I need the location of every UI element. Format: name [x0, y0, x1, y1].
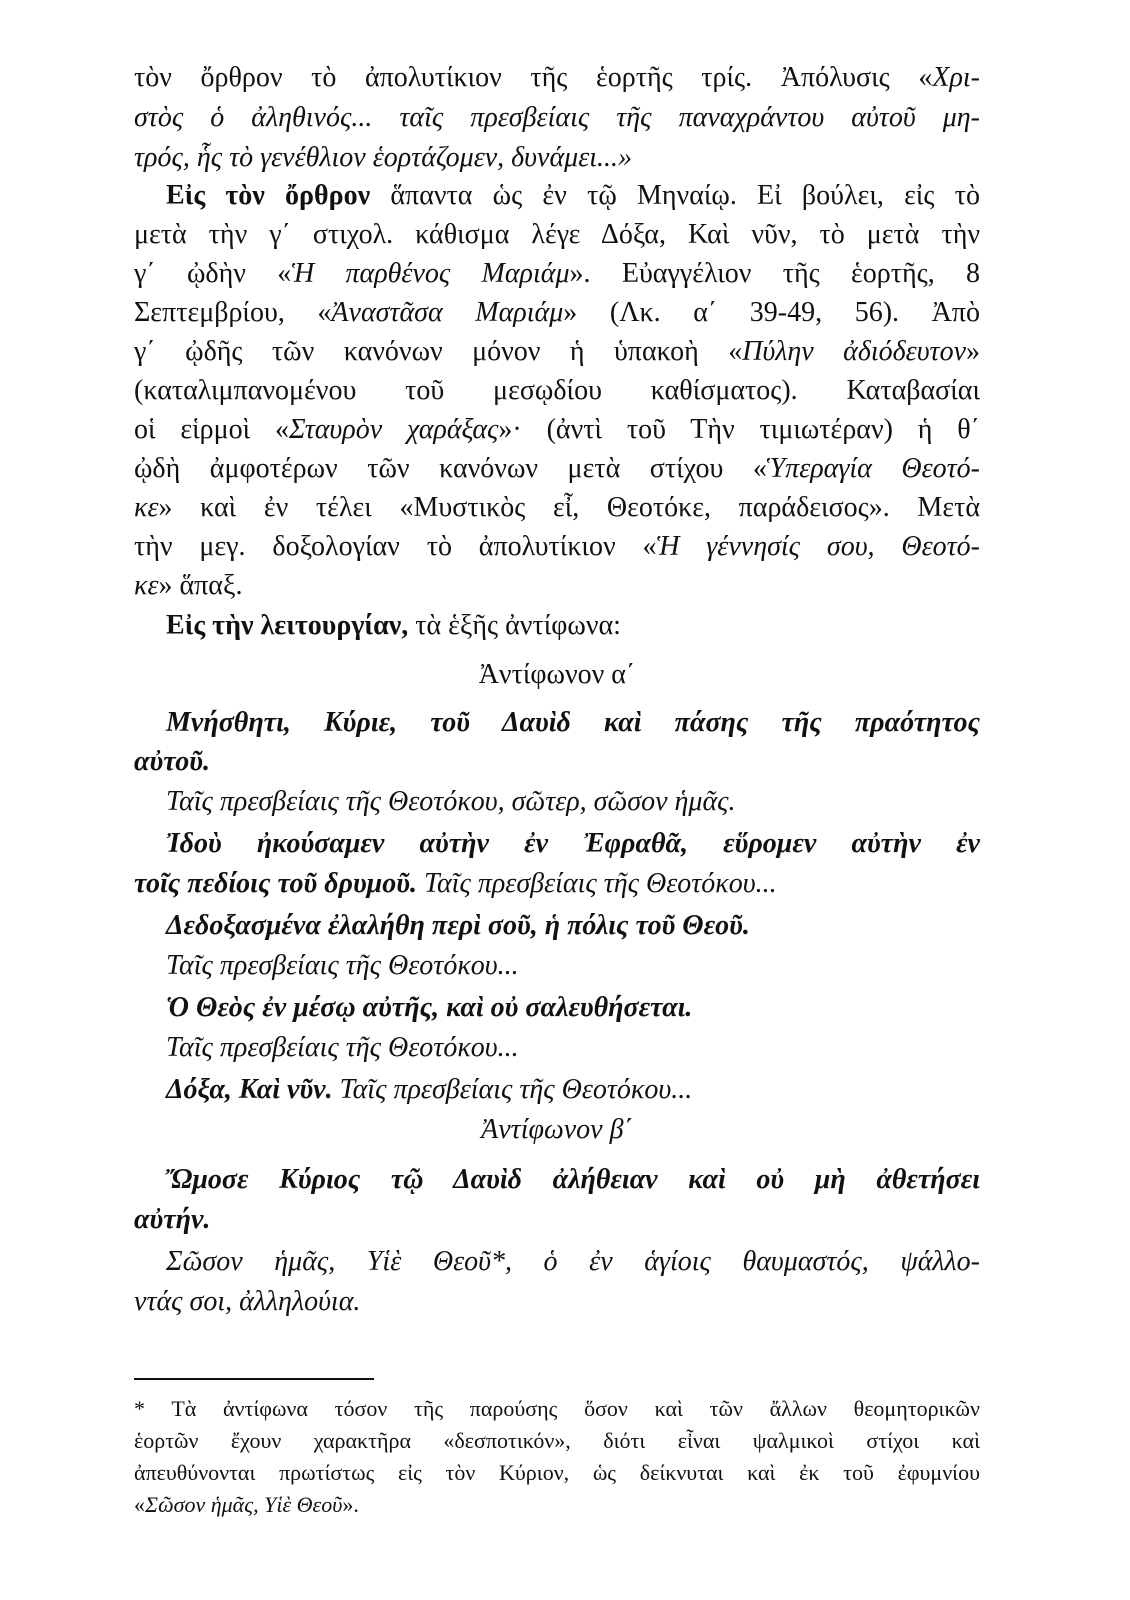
- text-line-14: [134, 568, 242, 604]
- text-line-8: [134, 334, 980, 370]
- text-run-italic: Σταυρὸν χαράξας: [289, 414, 499, 445]
- refrain-line: Ταῖς πρεσβείαις τῆς Θεοτόκου, σῶτερ, σῶσον ἡμᾶς.: [166, 786, 736, 817]
- text-line-1: [134, 60, 980, 96]
- text-run: Ταῖς πρεσβείαις τῆς Θεοτόκου...: [332, 1074, 693, 1105]
- text-run-italic: Ἡ παρθένος Μαριάμ: [291, 258, 570, 289]
- refrain-line: ντάς σοι, ἀλληλούια.: [134, 1286, 361, 1317]
- text-run-italic: Σῶσον ἡμᾶς, Υἱὲ Θεοῦ: [145, 1492, 343, 1517]
- refrain-line: Ταῖς πρεσβείαις τῆς Θεοτόκου...: [166, 950, 519, 981]
- text-line-11: [134, 451, 980, 487]
- verse-line: Δεδοξασμένα ἐλαλήθη περὶ σοῦ, ἡ πόλις τοῦ Θεοῦ.: [166, 910, 750, 941]
- text-run: »: [966, 336, 981, 367]
- verse-line: αὐτοῦ.: [134, 746, 210, 777]
- text-run: ᾠδὴ ἀμφοτέρων τῶν κανόνων μετὰ στίχου «: [134, 453, 767, 484]
- text-line-3: [134, 140, 632, 176]
- text-run: Σεπτεμβρίου, «: [134, 297, 332, 328]
- text-run: » (Λκ. α΄ 39-49, 56). Ἀπὸ: [563, 297, 980, 328]
- text-line-10: [134, 412, 980, 448]
- verse-line: [134, 866, 777, 902]
- text-run: μετὰ τὴν γ΄ στιχολ. κάθισμα λέγε Δόξα, Καὶ νῦν, τὸ μετὰ τὴν: [134, 219, 980, 250]
- text-run-bold: Εἰς τὴν λειτουργίαν,: [166, 610, 409, 641]
- text-run-bold: Εἰς τὸν ὄρθρον: [166, 180, 371, 211]
- text-run-italic: τρός, ἧς τὸ γενέθλιον ἑορτάζομεν, δυνάμει...»: [134, 142, 633, 173]
- verse-line: Ὤμοσε Κύριος τῷ Δαυὶδ ἀλήθειαν καὶ οὐ μὴ ἀθετήσει: [166, 1164, 980, 1195]
- text-run-bold: Δόξα, Καὶ νῦν.: [166, 1074, 333, 1105]
- antiphon-1-heading: Ἀντίφωνον α΄: [478, 659, 636, 690]
- refrain-line: Ταῖς πρεσβείαις τῆς Θεοτόκου...: [166, 1032, 519, 1063]
- footnote-line: ἑορτῶν ἔχουν χαρακτῆρα «δεσποτικόν», διότι εἶναι ψαλμικοὶ στίχοι καὶ: [134, 1428, 980, 1453]
- footnote-line: [134, 1490, 359, 1519]
- text-line-7: [134, 295, 980, 331]
- text-run-italic: Πύλην ἀδιόδευτον: [742, 336, 967, 367]
- footnote-line: ἀπευθύνονται πρωτίστως εἰς τὸν Κύριον, ὡς δείκνυται καὶ ἐκ τοῦ ἐφυμνίου: [134, 1460, 980, 1485]
- text-run: » ἅπαξ.: [158, 570, 243, 601]
- text-run-italic: στὸς ὁ ἀληθινός... ταῖς πρεσβείαις τῆς παναχράντου αὐτοῦ μη-: [134, 102, 980, 133]
- text-run-italic: Ἡ γέννησίς σου, Θεοτό-: [656, 531, 980, 562]
- footnote-line: * Τὰ ἀντίφωνα τόσον τῆς παρούσης ὅσον καὶ τῶν ἄλλων θεομητορικῶν: [134, 1396, 980, 1421]
- verse-line: Ἰδοὺ ἠκούσαμεν αὐτὴν ἐν Ἐφραθᾶ, εὕρομεν αὐτὴν ἐν: [166, 828, 980, 859]
- text-run-italic: Ὑπεραγία Θεοτό-: [766, 453, 980, 484]
- text-run-bold: τοῖς πεδίοις τοῦ δρυμοῦ.: [134, 868, 417, 899]
- text-run: ». Εὐαγγέλιον τῆς ἑορτῆς, 8: [569, 258, 981, 289]
- text-run: »· (ἀντὶ τοῦ Τὴν τιμιωτέραν) ἡ θ΄: [498, 414, 980, 445]
- text-run: Ταῖς πρεσβείαις τῆς Θεοτόκου...: [416, 868, 777, 899]
- text-run: «: [134, 1492, 145, 1517]
- text-run: γ΄ ᾠδὴν «: [134, 258, 292, 289]
- text-line-2: [134, 100, 980, 136]
- refrain-line: Σῶσον ἡμᾶς, Υἱὲ Θεοῦ*, ὁ ἐν ἁγίοις θαυμαστός, ψάλλο-: [166, 1246, 980, 1277]
- text-line-5: [134, 217, 980, 253]
- text-run-italic: κε: [134, 492, 159, 523]
- footnote-rule: [134, 1378, 374, 1380]
- antiphon-2-heading: Ἀντίφωνον β΄: [481, 1114, 633, 1145]
- text-line-12: [134, 490, 980, 526]
- text-run-italic: κε: [134, 570, 159, 601]
- text-run: » καὶ ἐν τέλει «Μυστικὸς εἶ, Θεοτόκε, παράδεισος». Μετὰ: [158, 492, 980, 523]
- verse-line: Ὁ Θεὸς ἐν μέσῳ αὐτῆς, καὶ οὐ σαλευθήσεται.: [166, 992, 693, 1023]
- text-run-italic: Ἀναστᾶσα Μαριάμ: [331, 297, 564, 328]
- text-run: ».: [342, 1492, 359, 1517]
- doxology-line: [166, 1072, 692, 1108]
- text-line-15: [166, 608, 621, 644]
- verse-line: Μνήσθητι, Κύριε, τοῦ Δαυὶδ καὶ πάσης τῆς πραότητος: [166, 707, 980, 738]
- text-run: ἅπαντα ὡς ἐν τῷ Μηναίῳ. Εἰ βούλει, εἰς τὸ: [370, 180, 980, 211]
- text-run-italic: Χρι-: [932, 62, 980, 93]
- verse-line: αὐτήν.: [134, 1204, 211, 1235]
- text-run: τὸν ὄρθρον τὸ ἀπολυτίκιον τῆς ἑορτῆς τρίς. Ἀπόλυσις «: [134, 62, 933, 93]
- text-line-4: [166, 178, 980, 214]
- text-run: τὰ ἑξῆς ἀντίφωνα:: [408, 610, 621, 641]
- text-run: τὴν μεγ. δοξολογίαν τὸ ἀπολυτίκιον «: [134, 531, 657, 562]
- text-line-13: [134, 529, 980, 565]
- text-run: γ΄ ᾠδῆς τῶν κανόνων μόνον ἡ ὑπακοὴ «: [134, 336, 743, 367]
- text-line-9: [134, 373, 980, 409]
- text-line-6: [134, 256, 980, 292]
- text-run: (καταλιμπανομένου τοῦ μεσῳδίου καθίσματος). Καταβασίαι: [134, 375, 980, 406]
- text-run: οἱ εἱρμοὶ «: [134, 414, 290, 445]
